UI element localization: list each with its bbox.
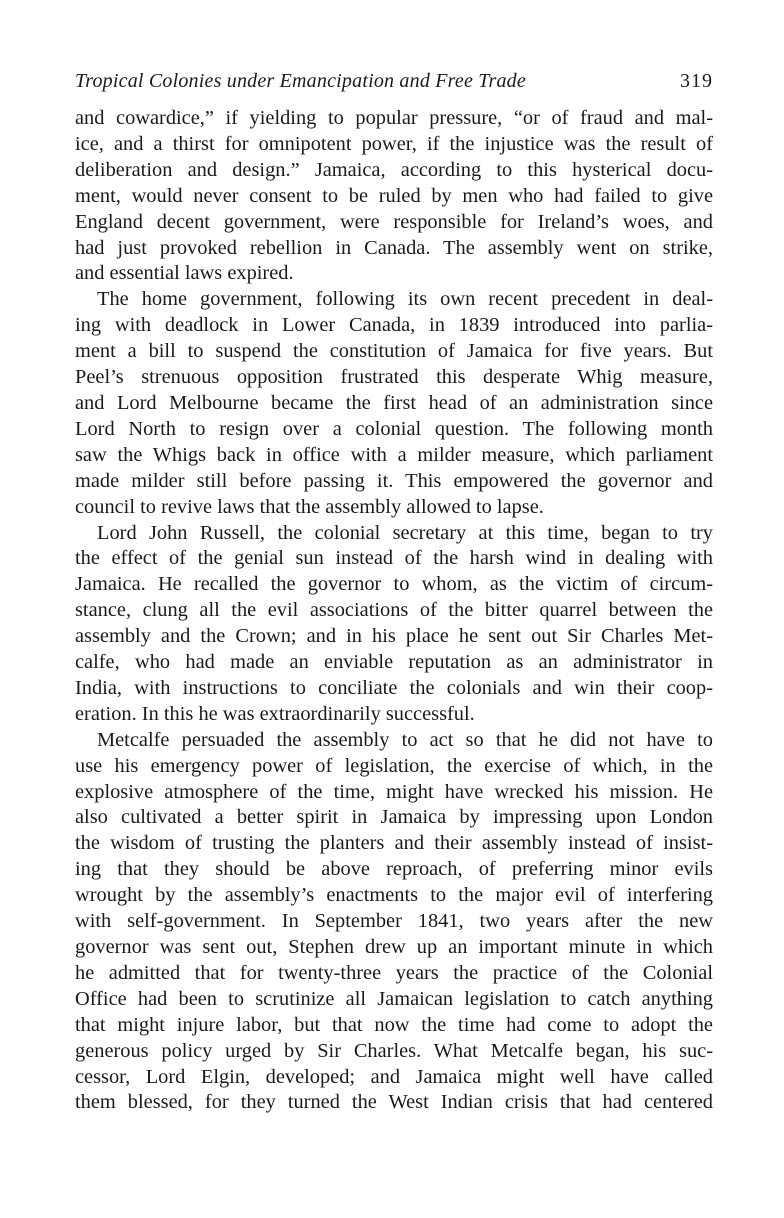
text-line: generous policy urged by Sir Charles. What Metcalfe began, his suc-: [75, 1039, 713, 1062]
text-line: India, with instructions to conciliate the colonials and win their coop-: [75, 676, 713, 699]
text-line: assembly and the Crown; and in his place he sent out Sir Charles Met-: [75, 625, 713, 648]
text-line: the wisdom of trusting the planters and their assembly instead of insist-: [75, 832, 713, 855]
text-line: Lord North to resign over a colonial question. The following month: [75, 417, 713, 440]
paragraph: [75, 521, 713, 728]
text-line: England decent government, were responsible for Ireland’s woes, and: [75, 210, 713, 233]
text-line: ing with deadlock in Lower Canada, in 1839 introduced into parlia-: [75, 314, 713, 337]
text-line: the effect of the genial sun instead of the harsh wind in dealing with: [75, 547, 713, 570]
text-line: with self-government. In September 1841, two years after the new: [75, 910, 713, 933]
running-title: Tropical Colonies under Emancipation and Free Trade: [75, 70, 526, 92]
text-line: stance, clung all the evil associations of the bitter quarrel between the: [75, 599, 713, 622]
paragraph: [75, 728, 713, 1117]
text-line: ment a bill to suspend the constitution of Jamaica for five years. But: [75, 340, 713, 363]
text-line: eration. In this he was extraordinarily successful.: [75, 702, 475, 725]
text-line: and cowardice,” if yielding to popular pressure, “or of fraud and mal-: [75, 107, 713, 129]
text-line: had just provoked rebellion in Canada. The assembly went on strike,: [75, 236, 713, 259]
text-line: explosive atmosphere of the time, might have wrecked his mission. He: [75, 780, 713, 803]
page-number: 319: [680, 70, 713, 92]
text-line: council to revive laws that the assembly allowed to lapse.: [75, 495, 544, 518]
text-line: ment, would never consent to be ruled by men who had failed to give: [75, 184, 713, 207]
text-line: made milder still before passing it. This empowered the governor and: [75, 469, 713, 492]
running-head: [75, 70, 713, 106]
text-line: that might injure labor, but that now the time had come to adopt the: [75, 1013, 713, 1036]
text-line: calfe, who had made an enviable reputation as an administrator in: [75, 651, 713, 674]
text-line: them blessed, for they turned the West Indian crisis that had centered: [75, 1091, 713, 1114]
text-line: governor was sent out, Stephen drew up an important minute in which: [75, 936, 713, 958]
text-line: Lord John Russell, the colonial secretary at this time, began to try: [97, 521, 713, 544]
text-line: and Lord Melbourne became the first head of an administration since: [75, 391, 713, 414]
text-line: deliberation and design.” Jamaica, according to this hysterical docu-: [75, 158, 713, 181]
text-line: saw the Whigs back in office with a milder measure, which parliament: [75, 443, 713, 466]
text-line: cessor, Lord Elgin, developed; and Jamaica might well have called: [75, 1065, 713, 1088]
text-line: ice, and a thirst for omnipotent power, if the injustice was the result of: [75, 132, 713, 155]
text-line: Jamaica. He recalled the governor to whom, as the victim of circum-: [75, 573, 713, 596]
paragraph: [75, 106, 713, 287]
book-page: [75, 70, 713, 1116]
text-line: wrought by the assembly’s enactments to the major evil of interfering: [75, 884, 713, 907]
text-line: also cultivated a better spirit in Jamaica by impressing upon London: [75, 806, 713, 829]
text-line: and essential laws expired.: [75, 262, 294, 285]
text-line: Office had been to scrutinize all Jamaican legislation to catch anything: [75, 987, 713, 1010]
paragraph: [75, 287, 713, 520]
text-line: use his emergency power of legislation, the exercise of which, in the: [75, 754, 713, 777]
text-line: he admitted that for twenty-three years the practice of the Colonial: [75, 961, 713, 984]
body-text: [75, 106, 713, 1116]
text-line: Peel’s strenuous opposition frustrated this desperate Whig measure,: [75, 366, 713, 389]
text-line: Metcalfe persuaded the assembly to act so that he did not have to: [97, 728, 713, 751]
text-line: The home government, following its own recent precedent in deal-: [97, 288, 713, 311]
text-line: ing that they should be above reproach, of preferring minor evils: [75, 858, 713, 881]
